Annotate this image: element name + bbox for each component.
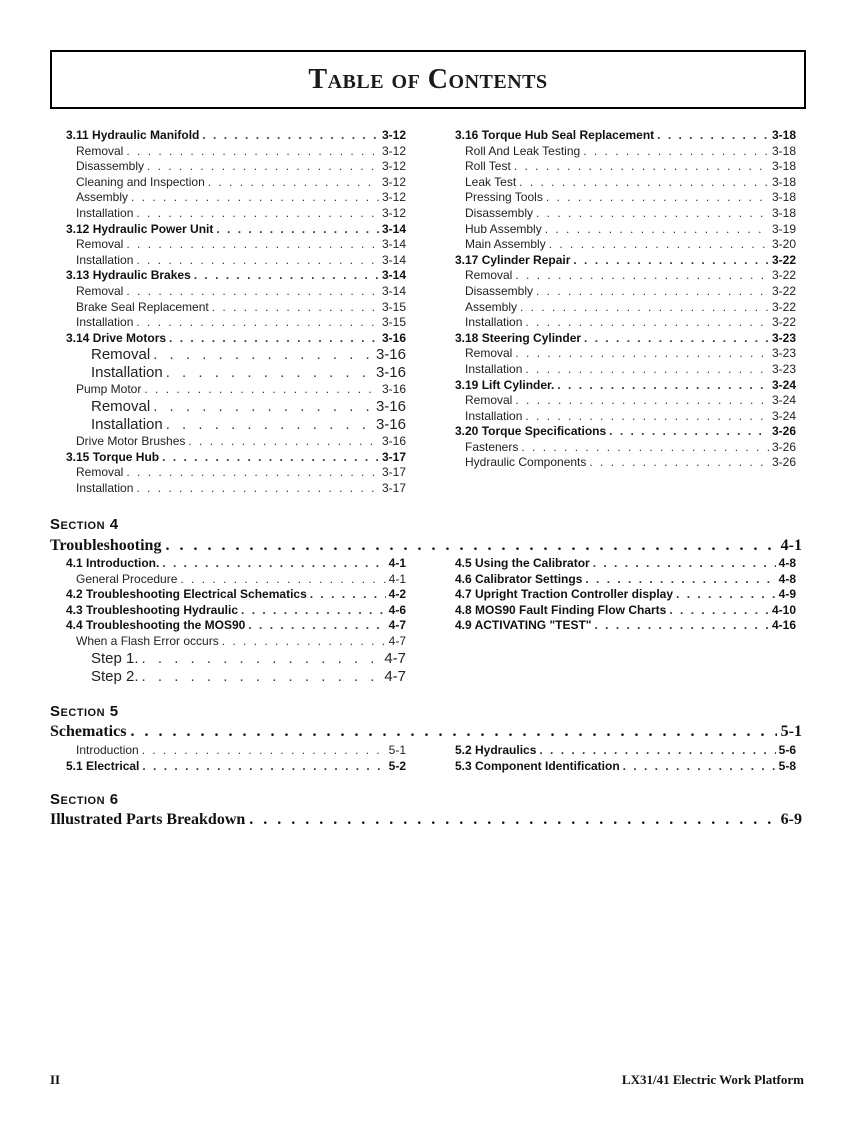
toc-entry-page: 3-12 xyxy=(381,128,406,142)
section6-heading: Section 6 xyxy=(50,791,119,808)
toc-entry[interactable] xyxy=(66,128,406,144)
toc-entry-label: Main Assembly xyxy=(465,237,546,252)
toc-entry-page: 3-14 xyxy=(381,237,406,252)
toc-entry-label: Disassembly xyxy=(76,159,145,174)
toc-entry-page: 4-7 xyxy=(388,618,406,633)
section6-page: 6-9 xyxy=(780,811,802,828)
toc-entry-page: 3-24 xyxy=(771,377,796,392)
toc-entry-label: Fasteners xyxy=(465,439,519,454)
toc-entry-label: Hydraulic Components xyxy=(465,455,587,470)
toc-entry-label: Installation xyxy=(76,315,134,330)
section4-left-column xyxy=(66,556,406,686)
leader-dots xyxy=(144,382,379,398)
toc-entry[interactable] xyxy=(66,450,406,466)
leader-dots xyxy=(166,416,373,434)
leader-dots xyxy=(162,450,379,466)
leader-dots xyxy=(153,398,373,416)
toc-entry-page: 4-7 xyxy=(388,633,406,648)
toc-entry-page: 3-18 xyxy=(771,159,796,174)
toc-entry-page: 3-22 xyxy=(771,268,796,283)
toc-entry-label: 3.11 Hydraulic Manifold xyxy=(66,128,200,142)
toc-entry-page: 3-16 xyxy=(375,346,406,364)
leader-dots xyxy=(166,364,373,382)
toc-entry-label: Roll And Leak Testing xyxy=(465,143,581,158)
toc-entry-page: 3-17 xyxy=(381,480,406,495)
leader-dots xyxy=(545,222,769,238)
leader-dots xyxy=(208,175,379,191)
toc-entry[interactable] xyxy=(455,159,796,175)
section4-right-column xyxy=(455,556,796,634)
toc-entry[interactable] xyxy=(66,175,406,191)
toc-entry-page: 4-7 xyxy=(384,667,406,685)
leader-dots xyxy=(546,190,769,206)
toc-entry-page: 3-16 xyxy=(375,364,406,382)
toc-entry-page: 3-23 xyxy=(771,346,796,361)
leader-dots xyxy=(669,603,769,619)
toc-entry-label: When a Flash Error occurs xyxy=(76,633,219,648)
toc-entry[interactable] xyxy=(455,378,796,394)
toc-entry[interactable] xyxy=(455,144,796,160)
toc-entry-label: Brake Seal Replacement xyxy=(76,299,209,314)
toc-entry-page: 4-10 xyxy=(771,602,796,617)
toc-entry[interactable] xyxy=(455,284,796,300)
toc-entry-page: 3-16 xyxy=(381,382,406,397)
toc-entry-label: Assembly xyxy=(76,190,129,205)
toc-entry-page: 3-16 xyxy=(375,415,406,433)
section5-left-column xyxy=(66,743,406,774)
toc-entry-page: 3-18 xyxy=(771,128,796,142)
toc-entry-page: 3-22 xyxy=(771,283,796,298)
toc-entry-label: 3.20 Torque Specifications xyxy=(455,424,607,439)
toc-entry[interactable] xyxy=(66,587,406,603)
toc-entry[interactable] xyxy=(66,206,406,222)
leader-dots xyxy=(539,743,775,759)
toc-entry-label: Removal xyxy=(76,237,124,252)
toc-entry-page: 5-2 xyxy=(388,758,406,773)
leader-dots xyxy=(525,315,769,331)
toc-entry-page: 4-9 xyxy=(778,587,796,602)
toc-entry-label: 4.4 Troubleshooting the MOS90 xyxy=(66,618,246,633)
leader-dots xyxy=(216,222,379,238)
toc-entry-label: Removal xyxy=(465,393,513,408)
toc-entry-page: 3-14 xyxy=(381,221,406,236)
leader-dots xyxy=(212,300,379,316)
section4-title: Troubleshooting xyxy=(50,537,162,554)
toc-entry[interactable] xyxy=(66,556,406,572)
toc-entry-page: 3-20 xyxy=(771,237,796,252)
leader-dots xyxy=(536,284,769,300)
toc-entry-page: 3-22 xyxy=(771,299,796,314)
toc-entry-label: 4.6 Calibrator Settings xyxy=(455,571,583,586)
leader-dots xyxy=(549,237,769,253)
toc-entry-page: 3-24 xyxy=(771,393,796,408)
toc-entry-label: Removal xyxy=(91,397,151,415)
leader-dots xyxy=(153,346,373,364)
leader-dots xyxy=(162,556,385,572)
toc-entry[interactable] xyxy=(455,409,796,425)
toc-entry[interactable] xyxy=(66,572,406,588)
toc-entry-page: 5-6 xyxy=(778,743,796,757)
toc-entry-label: Roll Test xyxy=(465,159,511,174)
toc-entry-page: 4-8 xyxy=(778,556,796,570)
toc-entry-label: Drive Motor Brushes xyxy=(76,433,186,448)
toc-entry-label: Removal xyxy=(76,283,124,298)
section4-heading: Section 4 xyxy=(50,516,119,533)
leader-dots xyxy=(222,634,386,650)
toc-entry[interactable] xyxy=(455,331,796,347)
footer-page-number: II xyxy=(50,1072,61,1087)
leader-dots xyxy=(514,159,769,175)
leader-dots xyxy=(165,537,776,555)
toc-entry[interactable] xyxy=(66,668,406,686)
footer-doc-title: LX31/41 Electric Work Platform xyxy=(621,1072,804,1087)
section5-title-line[interactable] xyxy=(50,723,802,741)
leader-dots xyxy=(248,618,385,634)
leader-dots xyxy=(202,128,379,144)
toc-entry[interactable] xyxy=(66,398,406,416)
toc-entry-label: Removal xyxy=(76,143,124,158)
toc-entry-label: Disassembly xyxy=(465,283,534,298)
toc-entry[interactable] xyxy=(455,128,796,144)
toc-entry[interactable] xyxy=(66,190,406,206)
toc-entry-label: 3.19 Lift Cylinder. xyxy=(455,377,555,392)
toc-entry-label: Installation xyxy=(91,415,163,433)
toc-entry-label: 3.18 Steering Cylinder xyxy=(455,330,582,345)
leader-dots xyxy=(525,409,769,425)
section6-title: Illustrated Parts Breakdown xyxy=(50,811,246,828)
toc-entry-label: 5.3 Component Identification xyxy=(455,758,620,773)
toc-entry[interactable] xyxy=(66,268,406,284)
toc-entry[interactable] xyxy=(455,315,796,331)
leader-dots xyxy=(623,759,776,775)
toc-entry[interactable] xyxy=(66,346,406,364)
toc-entry-label: Installation xyxy=(76,480,134,495)
toc-entry-label: Installation xyxy=(465,315,523,330)
toc-entry[interactable] xyxy=(66,603,406,619)
leader-dots xyxy=(147,159,379,175)
toc-entry-label: Removal xyxy=(76,465,124,480)
leader-dots xyxy=(521,440,769,456)
leader-dots xyxy=(188,434,379,450)
toc-entry-label: 4.8 MOS90 Fault Finding Flow Charts xyxy=(455,602,667,617)
leader-dots xyxy=(136,206,379,222)
section5-right-column xyxy=(455,743,796,774)
toc-entry-label: Installation xyxy=(76,252,134,267)
section4-page: 4-1 xyxy=(780,537,802,554)
toc-entry-page: 3-18 xyxy=(771,190,796,205)
toc-entry[interactable] xyxy=(455,268,796,284)
leader-dots xyxy=(557,378,769,394)
leader-dots xyxy=(609,424,769,440)
toc-entry[interactable] xyxy=(455,587,796,603)
toc-entry-label: 3.16 Torque Hub Seal Replacement xyxy=(455,128,655,142)
toc-entry-label: 3.13 Hydraulic Brakes xyxy=(66,268,191,283)
leader-dots xyxy=(584,331,769,347)
toc-entry-label: Step 2. xyxy=(91,667,139,685)
toc-entry[interactable] xyxy=(66,300,406,316)
toc-entry[interactable] xyxy=(455,572,796,588)
toc-entry-page: 4-1 xyxy=(388,571,406,586)
toc-entry[interactable] xyxy=(66,331,406,347)
toc-entry-page: 3-16 xyxy=(381,330,406,345)
toc-entry-label: Hub Assembly xyxy=(465,221,542,236)
toc-entry-page: 5-8 xyxy=(778,758,796,773)
leader-dots xyxy=(126,465,379,481)
leader-dots xyxy=(136,253,379,269)
toc-entry-page: 3-26 xyxy=(771,424,796,439)
toc-entry-page: 3-12 xyxy=(381,190,406,205)
toc-entry-label: 3.15 Torque Hub xyxy=(66,449,160,464)
toc-entry[interactable] xyxy=(66,315,406,331)
toc-entry-label: Removal xyxy=(465,268,513,283)
leader-dots xyxy=(142,743,386,759)
toc-entry[interactable] xyxy=(455,222,796,238)
leader-dots xyxy=(515,268,769,284)
toc-entry[interactable] xyxy=(455,206,796,222)
toc-entry[interactable] xyxy=(455,253,796,269)
toc-entry-page: 3-14 xyxy=(381,252,406,267)
toc-entry[interactable] xyxy=(455,346,796,362)
leader-dots xyxy=(126,144,379,160)
toc-entry-page: 3-12 xyxy=(381,143,406,158)
leader-dots xyxy=(595,618,769,634)
toc-entry-page: 3-16 xyxy=(381,433,406,448)
title-box xyxy=(50,50,806,109)
leader-dots xyxy=(142,668,382,686)
toc-entry-page: 3-14 xyxy=(381,268,406,283)
toc-entry-page: 3-16 xyxy=(375,397,406,415)
page-title: Table of Contents xyxy=(308,63,548,95)
toc-entry[interactable] xyxy=(66,481,406,497)
toc-entry-label: 4.1 Introduction. xyxy=(66,556,160,570)
leader-dots xyxy=(525,362,769,378)
leader-dots xyxy=(676,587,776,603)
toc-entry-label: Step 1. xyxy=(91,649,139,667)
toc-entry-page: 4-7 xyxy=(384,649,406,667)
toc-entry[interactable] xyxy=(455,618,796,634)
toc-entry-page: 3-15 xyxy=(381,299,406,314)
toc-entry-label: Leak Test xyxy=(465,174,517,189)
toc-entry-label: 4.5 Using the Calibrator xyxy=(455,556,590,570)
leader-dots xyxy=(241,603,386,619)
toc-entry[interactable] xyxy=(66,759,406,775)
section3-left-column xyxy=(66,128,406,496)
toc-entry-label: 3.14 Drive Motors xyxy=(66,330,167,345)
toc-entry[interactable] xyxy=(455,175,796,191)
toc-entry-page: 3-23 xyxy=(771,330,796,345)
section3-right-column xyxy=(455,128,796,471)
toc-entry-page: 3-12 xyxy=(381,174,406,189)
leader-dots xyxy=(142,650,382,668)
leader-dots xyxy=(249,811,776,829)
leader-dots xyxy=(589,455,769,471)
toc-entry-page: 3-18 xyxy=(771,174,796,189)
toc-entry-label: 4.9 ACTIVATING "TEST" xyxy=(455,618,592,633)
toc-entry-page: 3-24 xyxy=(771,408,796,423)
toc-entry-page: 4-1 xyxy=(388,556,406,570)
toc-entry[interactable] xyxy=(455,603,796,619)
toc-entry[interactable] xyxy=(455,455,796,471)
toc-entry-label: 4.2 Troubleshooting Electrical Schematics xyxy=(66,587,307,602)
toc-entry[interactable] xyxy=(66,159,406,175)
toc-entry-label: 4.7 Upright Traction Controller display xyxy=(455,587,674,602)
section5-heading: Section 5 xyxy=(50,703,119,720)
toc-entry-page: 3-26 xyxy=(771,455,796,470)
toc-entry-page: 3-12 xyxy=(381,159,406,174)
section5-title: Schematics xyxy=(50,723,127,740)
toc-entry[interactable] xyxy=(66,465,406,481)
toc-entry-label: Removal xyxy=(91,346,151,364)
toc-entry[interactable] xyxy=(455,556,796,572)
toc-entry[interactable] xyxy=(66,237,406,253)
leader-dots xyxy=(515,393,769,409)
toc-entry-page: 4-2 xyxy=(388,587,406,602)
toc-entry-page: 3-17 xyxy=(381,465,406,480)
toc-entry[interactable] xyxy=(455,759,796,775)
toc-entry[interactable] xyxy=(66,634,406,650)
leader-dots xyxy=(130,723,776,741)
leader-dots xyxy=(573,253,769,269)
toc-entry-page: 3-23 xyxy=(771,361,796,376)
toc-entry-page: 3-14 xyxy=(381,283,406,298)
toc-entry[interactable] xyxy=(455,190,796,206)
leader-dots xyxy=(131,190,379,206)
toc-entry[interactable] xyxy=(455,362,796,378)
toc-entry-page: 3-18 xyxy=(771,205,796,220)
toc-entry[interactable] xyxy=(66,382,406,398)
toc-entry[interactable] xyxy=(455,300,796,316)
toc-entry[interactable] xyxy=(455,424,796,440)
toc-entry[interactable] xyxy=(455,743,796,759)
toc-entry-page: 3-12 xyxy=(381,205,406,220)
toc-entry[interactable] xyxy=(66,743,406,759)
leader-dots xyxy=(657,128,769,144)
toc-entry[interactable] xyxy=(66,650,406,668)
toc-entry[interactable] xyxy=(66,253,406,269)
leader-dots xyxy=(142,759,385,775)
section5-page: 5-1 xyxy=(780,723,802,740)
leader-dots xyxy=(583,144,769,160)
toc-entry[interactable] xyxy=(66,416,406,434)
toc-entry-label: 3.17 Cylinder Repair xyxy=(455,252,571,267)
toc-entry-label: Cleaning and Inspection xyxy=(76,174,205,189)
toc-entry[interactable] xyxy=(66,144,406,160)
toc-entry-label: Installation xyxy=(465,408,523,423)
toc-entry-label: General Procedure xyxy=(76,571,178,586)
toc-entry-page: 3-22 xyxy=(771,315,796,330)
leader-dots xyxy=(126,284,379,300)
leader-dots xyxy=(136,481,379,497)
leader-dots xyxy=(519,175,769,191)
leader-dots xyxy=(169,331,379,347)
leader-dots xyxy=(180,572,385,588)
toc-entry-label: Removal xyxy=(465,346,513,361)
toc-entry-label: Installation xyxy=(76,205,134,220)
toc-entry-label: Pump Motor xyxy=(76,382,142,397)
toc-entry-label: 5.2 Hydraulics xyxy=(455,743,537,757)
toc-entry-page: 3-19 xyxy=(771,221,796,236)
leader-dots xyxy=(194,268,379,284)
toc-entry-label: Installation xyxy=(465,361,523,376)
toc-entry-page: 3-15 xyxy=(381,315,406,330)
toc-entry-page: 3-17 xyxy=(381,449,406,464)
toc-entry[interactable] xyxy=(66,618,406,634)
leader-dots xyxy=(520,300,769,316)
toc-entry-page: 3-22 xyxy=(771,252,796,267)
toc-entry-label: Introduction xyxy=(76,743,139,757)
toc-entry[interactable] xyxy=(66,222,406,238)
toc-entry[interactable] xyxy=(455,440,796,456)
toc-entry-page: 4-6 xyxy=(388,602,406,617)
toc-entry[interactable] xyxy=(66,364,406,382)
toc-entry-page: 3-26 xyxy=(771,439,796,454)
toc-entry-label: 3.12 Hydraulic Power Unit xyxy=(66,221,214,236)
leader-dots xyxy=(536,206,769,222)
toc-entry[interactable] xyxy=(455,237,796,253)
toc-entry-page: 4-16 xyxy=(771,618,796,633)
leader-dots xyxy=(126,237,379,253)
toc-entry-page: 5-1 xyxy=(388,743,406,757)
leader-dots xyxy=(593,556,776,572)
toc-entry[interactable] xyxy=(66,434,406,450)
leader-dots xyxy=(585,572,775,588)
section4-title-line[interactable] xyxy=(50,537,802,555)
toc-entry[interactable] xyxy=(455,393,796,409)
toc-entry-label: 5.1 Electrical xyxy=(66,758,140,773)
toc-entry-label: Disassembly xyxy=(465,205,534,220)
leader-dots xyxy=(515,346,769,362)
toc-entry-label: 4.3 Troubleshooting Hydraulic xyxy=(66,602,239,617)
toc-entry-page: 4-8 xyxy=(778,571,796,586)
toc-entry-label: Pressing Tools xyxy=(465,190,543,205)
toc-entry-label: Installation xyxy=(91,364,163,382)
leader-dots xyxy=(136,315,379,331)
toc-entry[interactable] xyxy=(66,284,406,300)
section6-title-line[interactable] xyxy=(50,811,802,829)
toc-entry-page: 3-18 xyxy=(771,143,796,158)
toc-entry-label: Assembly xyxy=(465,299,518,314)
leader-dots xyxy=(310,587,386,603)
